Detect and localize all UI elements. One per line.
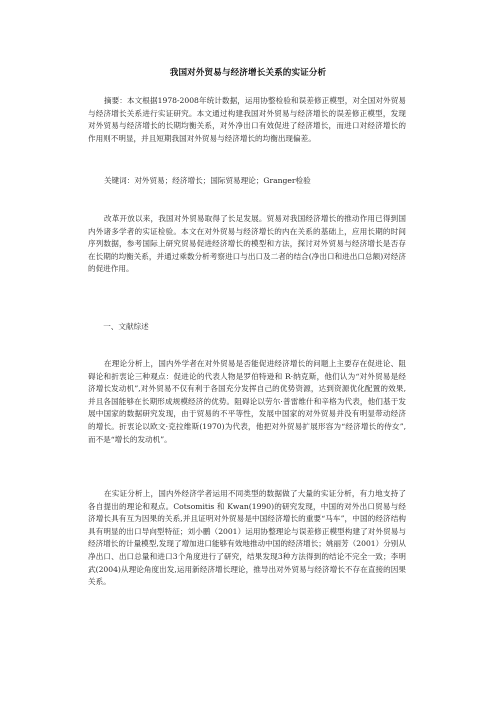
- literature-empirical-paragraph: 在实证分析上，国内外经济学者运用不同类型的数据做了大量的实证分析，有力地支持了各自提出的理论和观点。Cotsomitis 和 Kwan(1990)的研究发现，中国的对外出口贸易与经济增长具有互为因果的关系,并且证明对外贸易是中国经济增长的重要“马车”，中国的经济结构具有明显的出口导向型特征；刘小鹏（2001）运用协整理论与误差修正模型构建了对外贸易与经济增长的计量模型,发现了增加进口能够有效地推动中国的经济增长；姚丽芳（2001）分别从净出口、出口总量和进口3个角度进行了研究，结果发现3种方法得到的结论不完全一致；李明武(2004)从理论角度出发,运用新经济增长理论，推导出对外贸易与经济增长不存在直接的因果关系。: [88, 489, 406, 587]
- abstract-paragraph: 摘要：本文根据1978-2008年统计数据，运用协整检验和误差修正模型，对全国对外贸易与经济增长关系进行实证研究。本文通过构建我国对外贸易与经济增长的误差修正模型，发现对外贸易与经济增长的长期均衡关系，对外净出口有效促进了经济增长，而进口对经济增长的作用则不明显，并且短期我国对外贸易与经济增长的均衡出现偏差。: [88, 96, 406, 143]
- section-heading-literature-review: 一、文献综述: [103, 322, 149, 331]
- keywords-line: 关键词：对外贸易；经济增长；国际贸易理论；Granger检验: [103, 176, 311, 185]
- paper-title: 我国对外贸易与经济增长关系的实证分析: [169, 68, 327, 78]
- literature-theory-paragraph: 在理论分析上，国内外学者在对外贸易是否能促进经济增长的问题上主要存在促进论、阻碍论和折衷论三种观点：促进论的代表人物是罗伯特逊和 R·纳克斯，他们认为“对外贸易是经济增长发动机”,对外贸易不仅有利于各国充分发挥自己的优势资源，达到资源优化配置的效果,并且各国能够在长期形成规模经济的优势。阻碍论以劳尔·普雷维什和辛格为代表，他们基于发展中国家的数据研究发现，由于贸易的不平等性，发展中国家的对外贸易并没有明显带动经济的增长。折衷论以欧文·克拉维斯(1970)为代表，他把对外贸易扩展形容为“经济增长的侍女”,而不是“增长的发动机”。: [88, 359, 406, 444]
- intro-paragraph: 改革开放以来，我国对外贸易取得了长足发展。贸易对我国经济增长的推动作用已得到国内外诸多学者的实证检验。本文在对外贸易与经济增长的内在关系的基础上，应用长期的时间序列数据，参考国际上研究贸易促进经济增长的模型和方法，探讨对外贸易与经济增长是否存在长期的均衡关系，并通过乘数分析考察进口与出口及二者的结合(净出口和进出口总额)对经济的促进作用。: [88, 214, 406, 274]
